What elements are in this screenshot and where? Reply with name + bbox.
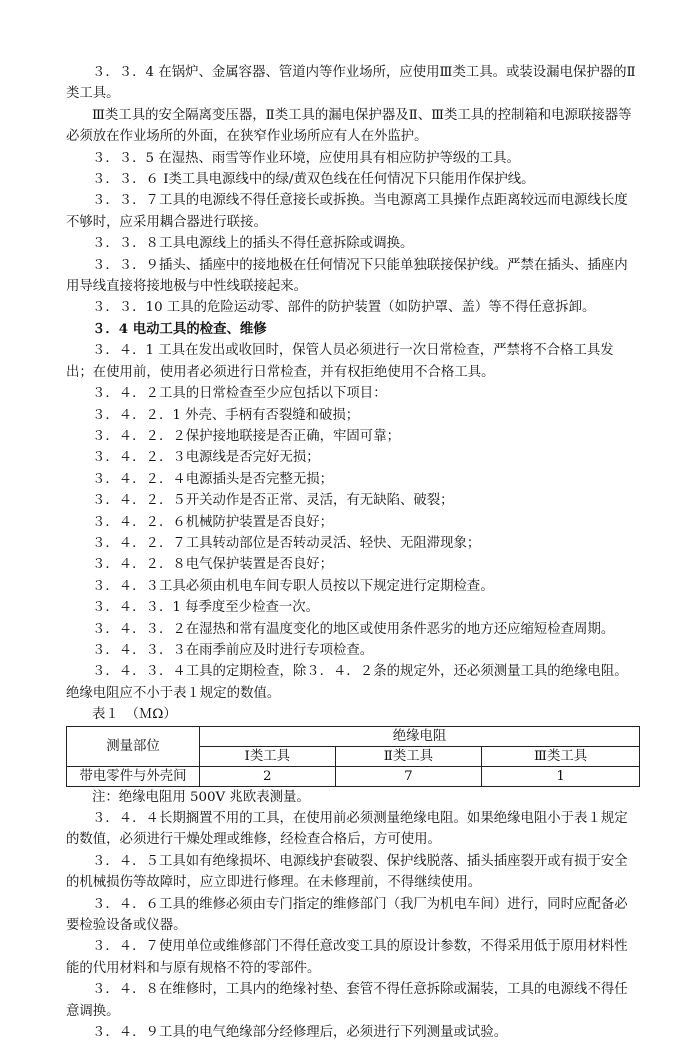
list-item-3-4-3-2: ３．４．３．２在湿热和常有温度变化的地区或使用条件恶劣的地方还应缩短检查周期。 (92, 621, 615, 637)
paragraph-3-3-5: ３．３．5 在湿热、雨雪等作业环境，应使用具有相应防护等级的工具。 (92, 150, 520, 166)
list-item-3-4-3-1: ３．４．３．1 每季度至少检查一次。 (92, 600, 320, 616)
table-header-row (67, 726, 640, 746)
paragraph-3-3-4: ３．３．4 在锅炉、金属容器、管道内等作业场所，应使用Ⅲ类工具。或装设漏电保护器的Ⅱ类工具。 (66, 65, 636, 102)
header-measure-part: 测量部位 (67, 726, 200, 766)
list-item-3-4-2-1: ３．４．２．1 外壳、手柄有否裂缝和破损； (92, 407, 360, 423)
paragraph-3-4-8: ３．４．８在维修时，工具内的绝缘衬垫、套管不得任意拆除或漏装，工具的电源线不得任意调换。 (66, 982, 628, 1019)
paragraph-3-4-6: ３．４．６工具的维修必须由专门指定的维修部门（我厂为机电车间）进行，同时应配备必要检验设备或仪器。 (66, 896, 628, 934)
row-label: 带电零件与外壳间 (67, 766, 200, 786)
paragraph-3-4-4: ３．４．４长期搁置不用的工具，在使用前必须测量绝缘电阻。如果绝缘电阻小于表１规定的数值，必须进行干燥处理或维修，经检查合格后，方可使用。 (66, 811, 628, 848)
list-item-3-4-2-7: ３．４．２．７工具转动部位是否转动灵活、轻快、无阻滞现象； (92, 535, 481, 551)
header-class-2: Ⅱ类工具 (335, 746, 482, 766)
paragraph-3-3-7: ３．３．７工具的电源线不得任意接长或拆换。当电源离工具操作点距离较远而电源线长度不够时，应采用耦合器进行联接。 (66, 193, 628, 230)
paragraph-3-3-9: ３．３．９插头、插座中的接地极在任何情况下只能单独联接保护线。严禁在插头、插座内用导线直接将接地极与中性线联接起来。 (66, 257, 628, 295)
insulation-resistance-table (66, 726, 640, 787)
paragraph-3-3-4-note: Ⅲ类工具的安全隔离变压器，Ⅱ类工具的漏电保护器及Ⅱ、Ⅲ类工具的控制箱和电源联接器等必须放在作业场所的外面，在狭窄作业场所应有人在外监护。 (66, 107, 632, 145)
list-item-3-4-3-4: ３．４．３．４工具的定期检查，除３．４．２条的规定外，还必须测量工具的绝缘电阻。绝缘电阻应不小于表１规定的数值。 (66, 664, 628, 701)
header-class-1: Ⅰ类工具 (200, 746, 336, 766)
table-note: 注：绝缘电阻用 500V 兆欧表测量。 (92, 789, 310, 805)
paragraph-3-3-10: ３．３．10 工具的危险运动零、部件的防护装置（如防护罩、盖）等不得任意拆卸。 (92, 300, 596, 316)
paragraph-3-4-1: ３．４．1 工具在发出或收回时，保管人员必须进行一次日常检查，严禁将不合格工具发出；在使用前，使用者必须进行日常检查，并有权拒绝使用不合格工具。 (66, 343, 614, 380)
document-body (66, 62, 640, 1043)
list-item-3-4-2-8: ３．４．２．８电气保护装置是否良好； (92, 557, 334, 573)
table-row (67, 766, 640, 786)
cell-class-2-value: 7 (335, 766, 482, 786)
insulation-resistance-table-wrap (66, 726, 640, 787)
paragraph-3-4-7: ３．４．７使用单位或维修部门不得任意改变工具的原设计参数，不得采用低于原用材料性能的代用材料和与原有规格不符的零部件。 (66, 939, 628, 976)
list-item-3-4-2-4: ３．４．２．４电源插头是否完整无损； (92, 471, 334, 487)
paragraph-3-4-2: ３．４．２工具的日常检查至少应包括以下项目： (92, 386, 387, 402)
list-item-3-4-3-3: ３．４．３．３在雨季前应及时进行专项检查。 (92, 642, 374, 658)
header-class-3: Ⅲ类工具 (482, 746, 640, 766)
section-heading-3-4: ３．4 电动工具的检查、维修 (92, 320, 267, 337)
paragraph-3-4-9: ３．４．９工具的电气绝缘部分经修理后，必须进行下列测量或试验。 (92, 1025, 508, 1041)
list-item-3-4-2-3: ３．４．２．３电源线是否完好无损； (92, 450, 320, 466)
paragraph-3-4-5: ３．４．５工具如有绝缘损坏、电源线护套破裂、保护线脱落、插头插座裂开或有损于安全的机械损伤等故障时，应立即进行修理。在未修理前，不得继续使用。 (66, 853, 628, 891)
paragraph-3-4-3: ３．４．３工具必须由机电车间专职人员按以下规定进行定期检查。 (92, 578, 494, 594)
table-caption: 表１ （ＭΩ） (92, 707, 177, 723)
cell-class-3-value: 1 (482, 766, 640, 786)
list-item-3-4-2-5: ３．４．２．５开关动作是否正常、灵活，有无缺陷、破裂； (92, 493, 454, 509)
list-item-3-4-2-2: ３．４．２．２保护接地联接是否正确，牢固可靠； (92, 428, 400, 444)
header-insulation-resistance: 绝缘电阻 (200, 726, 640, 746)
paragraph-3-3-8: ３．３．８工具电源线上的插头不得任意拆除或调换。 (92, 236, 414, 252)
list-item-3-4-2-6: ３．４．２．６机械防护装置是否良好； (92, 514, 334, 530)
paragraph-3-3-6: ３．３．６ Ⅰ类工具电源线中的绿/黄双色线在任何情况下只能用作保护线。 (92, 172, 535, 188)
cell-class-1-value: 2 (200, 766, 336, 786)
